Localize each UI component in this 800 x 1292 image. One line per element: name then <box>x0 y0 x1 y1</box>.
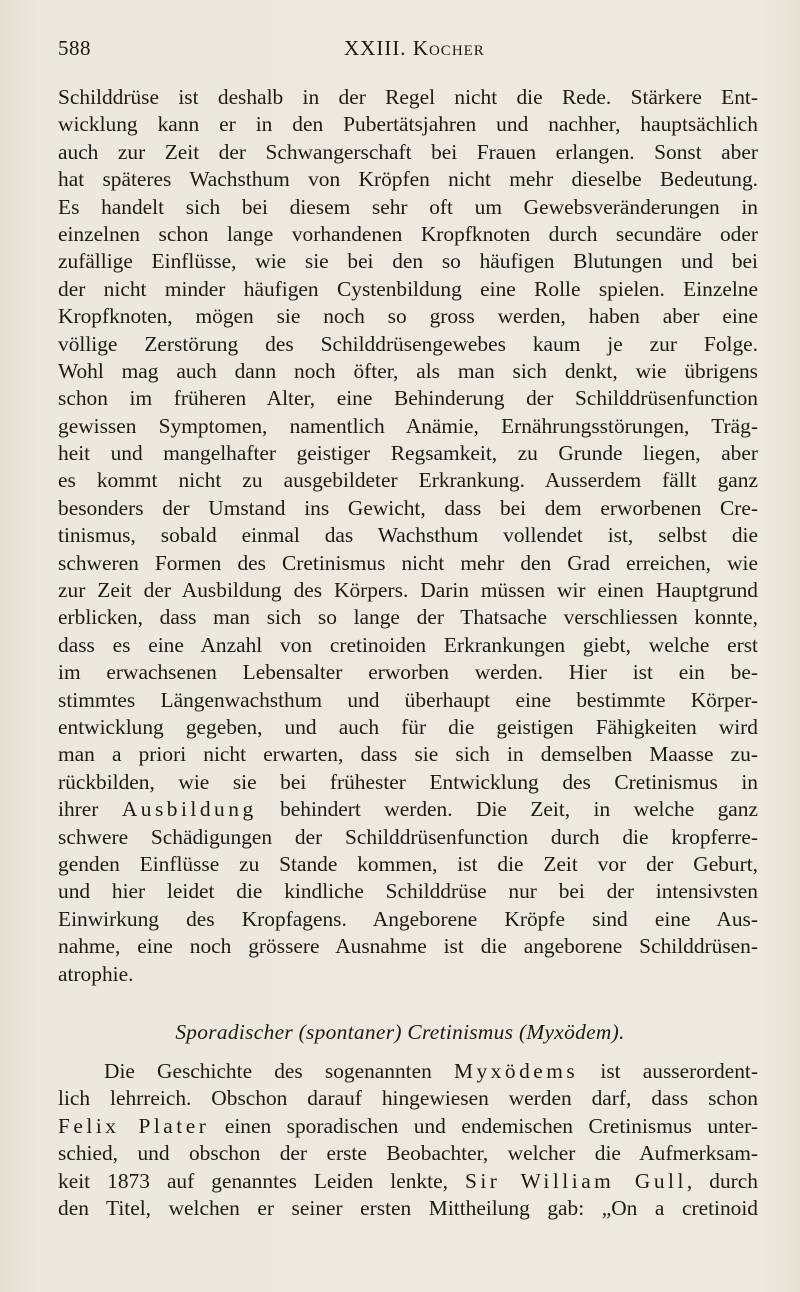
text-line: im erwachsenen Lebensalter erworben werden. Hier ist ein be- <box>58 660 758 685</box>
section-heading: Sporadischer (spontaner) Cretinismus (Myxödem). <box>175 1020 625 1044</box>
text-line: es kommt nicht zu ausgebildeter Erkrankung. Ausserdem fällt ganz <box>58 468 758 493</box>
text-line: schied, und obschon der erste Beobachter, welcher die Aufmerksam- <box>58 1141 758 1166</box>
text-line: schwere Schädigungen der Schilddrüsenfunction durch die kropferre- <box>58 824 758 849</box>
text-line: schweren Formen des Cretinismus nicht mehr den Grad erreichen, wie <box>58 550 758 575</box>
author-name: Kocher <box>412 36 485 60</box>
text-segment: ihrer <box>58 797 122 822</box>
second-paragraph <box>58 1058 758 1222</box>
text-line: Einwirkung des Kropfagens. Angeborene Kröpfe sind eine Aus- <box>58 906 758 931</box>
text-line-emphasis <box>58 1168 758 1195</box>
text-line: Kropfknoten, mögen sie noch so gross werden, haben aber eine <box>58 304 758 329</box>
text-line: schon im früheren Alter, eine Behinderung der Schilddrüsenfunction <box>58 386 758 411</box>
spaced-emphasis: Felix Plater <box>58 1113 210 1138</box>
text-line: gewissen Symptomen, namentlich Anämie, Ernährungsstörungen, Träg- <box>58 413 758 438</box>
text-segment: behindert werden. Die Zeit, in welche ganz <box>256 797 758 822</box>
text-segment: Die Geschichte des sogenannten <box>104 1059 454 1083</box>
text-line-emphasis <box>58 796 758 823</box>
text-line-emphasis <box>58 1113 758 1140</box>
text-line: stimmtes Längenwachsthum und überhaupt eine bestimmte Körper- <box>58 687 758 712</box>
text-line: rückbilden, wie sie bei frühester Entwicklung des Cretinismus in <box>58 769 758 794</box>
text-line: völlige Zerstörung des Schilddrüsengewebes kaum je zur Folge. <box>58 331 758 356</box>
text-line: genden Einflüsse zu Stande kommen, ist die Zeit vor der Geburt, <box>58 851 758 876</box>
text-segment: einen sporadischen und endemischen Cretinismus unter- <box>209 1113 758 1138</box>
text-line: zufällige Einflüsse, wie sie bei den so häufigen Blutungen und bei <box>58 249 758 274</box>
text-line: der nicht minder häufigen Cystenbildung eine Rolle spielen. Einzelne <box>58 276 758 301</box>
page-number: 588 <box>58 36 91 60</box>
text-segment: keit 1873 auf genanntes Leiden lenkte, <box>58 1168 465 1193</box>
text-segment: , durch <box>686 1168 758 1193</box>
text-line: erblicken, dass man sich so lange der Thatsache verschliessen konnte, <box>58 605 758 630</box>
text-line: hat späteres Wachsthum von Kröpfen nicht mehr dieselbe Bedeutung. <box>58 167 758 192</box>
text-line: zur Zeit der Ausbildung des Körpers. Darin müssen wir einen Hauptgrund <box>58 578 758 603</box>
text-line: Wohl mag auch dann noch öfter, als man sich denkt, wie übrigens <box>58 358 758 383</box>
spaced-emphasis: Myxödems <box>453 1059 579 1083</box>
text-line: Schilddrüse ist deshalb in der Regel nicht die Rede. Stärkere Ent- <box>58 85 758 109</box>
text-line: entwicklung gegeben, und auch für die geistigen Fähigkeiten wird <box>58 714 758 739</box>
text-line: tinismus, sobald einmal das Wachsthum vollendet ist, selbst die <box>58 523 758 548</box>
text-line: lich lehrreich. Obschon darauf hingewiesen werden darf, dass schon <box>58 1086 758 1111</box>
text-line: Es handelt sich bei diesem sehr oft um Gewebsveränderungen in <box>58 194 758 219</box>
text-segment: ist ausserordent- <box>578 1059 758 1083</box>
text-line: nahme, eine noch grössere Ausnahme ist die angeborene Schilddrüsen- <box>58 934 758 959</box>
text-line: heit und mangelhafter geistiger Regsamkeit, zu Grunde liegen, aber <box>58 441 758 466</box>
text-line: einzelnen schon lange vorhandenen Kropfknoten durch secundäre oder <box>58 221 758 246</box>
text-line: besonders der Umstand ins Gewicht, dass bei dem erworbenen Cre- <box>58 495 758 520</box>
text-line: wicklung kann er in den Pubertätsjahren und nachher, hauptsächlich <box>58 112 758 137</box>
text-line: atrophie. <box>58 961 134 986</box>
chapter-number: XXIII. <box>344 36 407 60</box>
main-paragraph <box>58 84 758 988</box>
spaced-emphasis: Sir William Gull <box>464 1168 687 1193</box>
text-line: dass es eine Anzahl von cretinoiden Erkrankungen giebt, welche erst <box>58 632 758 657</box>
text-line: man a priori nicht erwarten, dass sie sich in demselben Maasse zu- <box>58 742 758 767</box>
text-line: auch zur Zeit der Schwangerschaft bei Frauen erlangen. Sonst aber <box>58 139 758 164</box>
text-line: und hier leidet die kindliche Schilddrüse nur bei der intensivsten <box>58 879 758 904</box>
spaced-emphasis: Ausbildung <box>121 797 257 822</box>
text-line: den Titel, welchen er seiner ersten Mittheilung gab: „On a cretinoid <box>58 1195 758 1220</box>
text-line-indented <box>58 1058 758 1085</box>
running-head <box>344 36 485 61</box>
page-header <box>58 36 758 66</box>
